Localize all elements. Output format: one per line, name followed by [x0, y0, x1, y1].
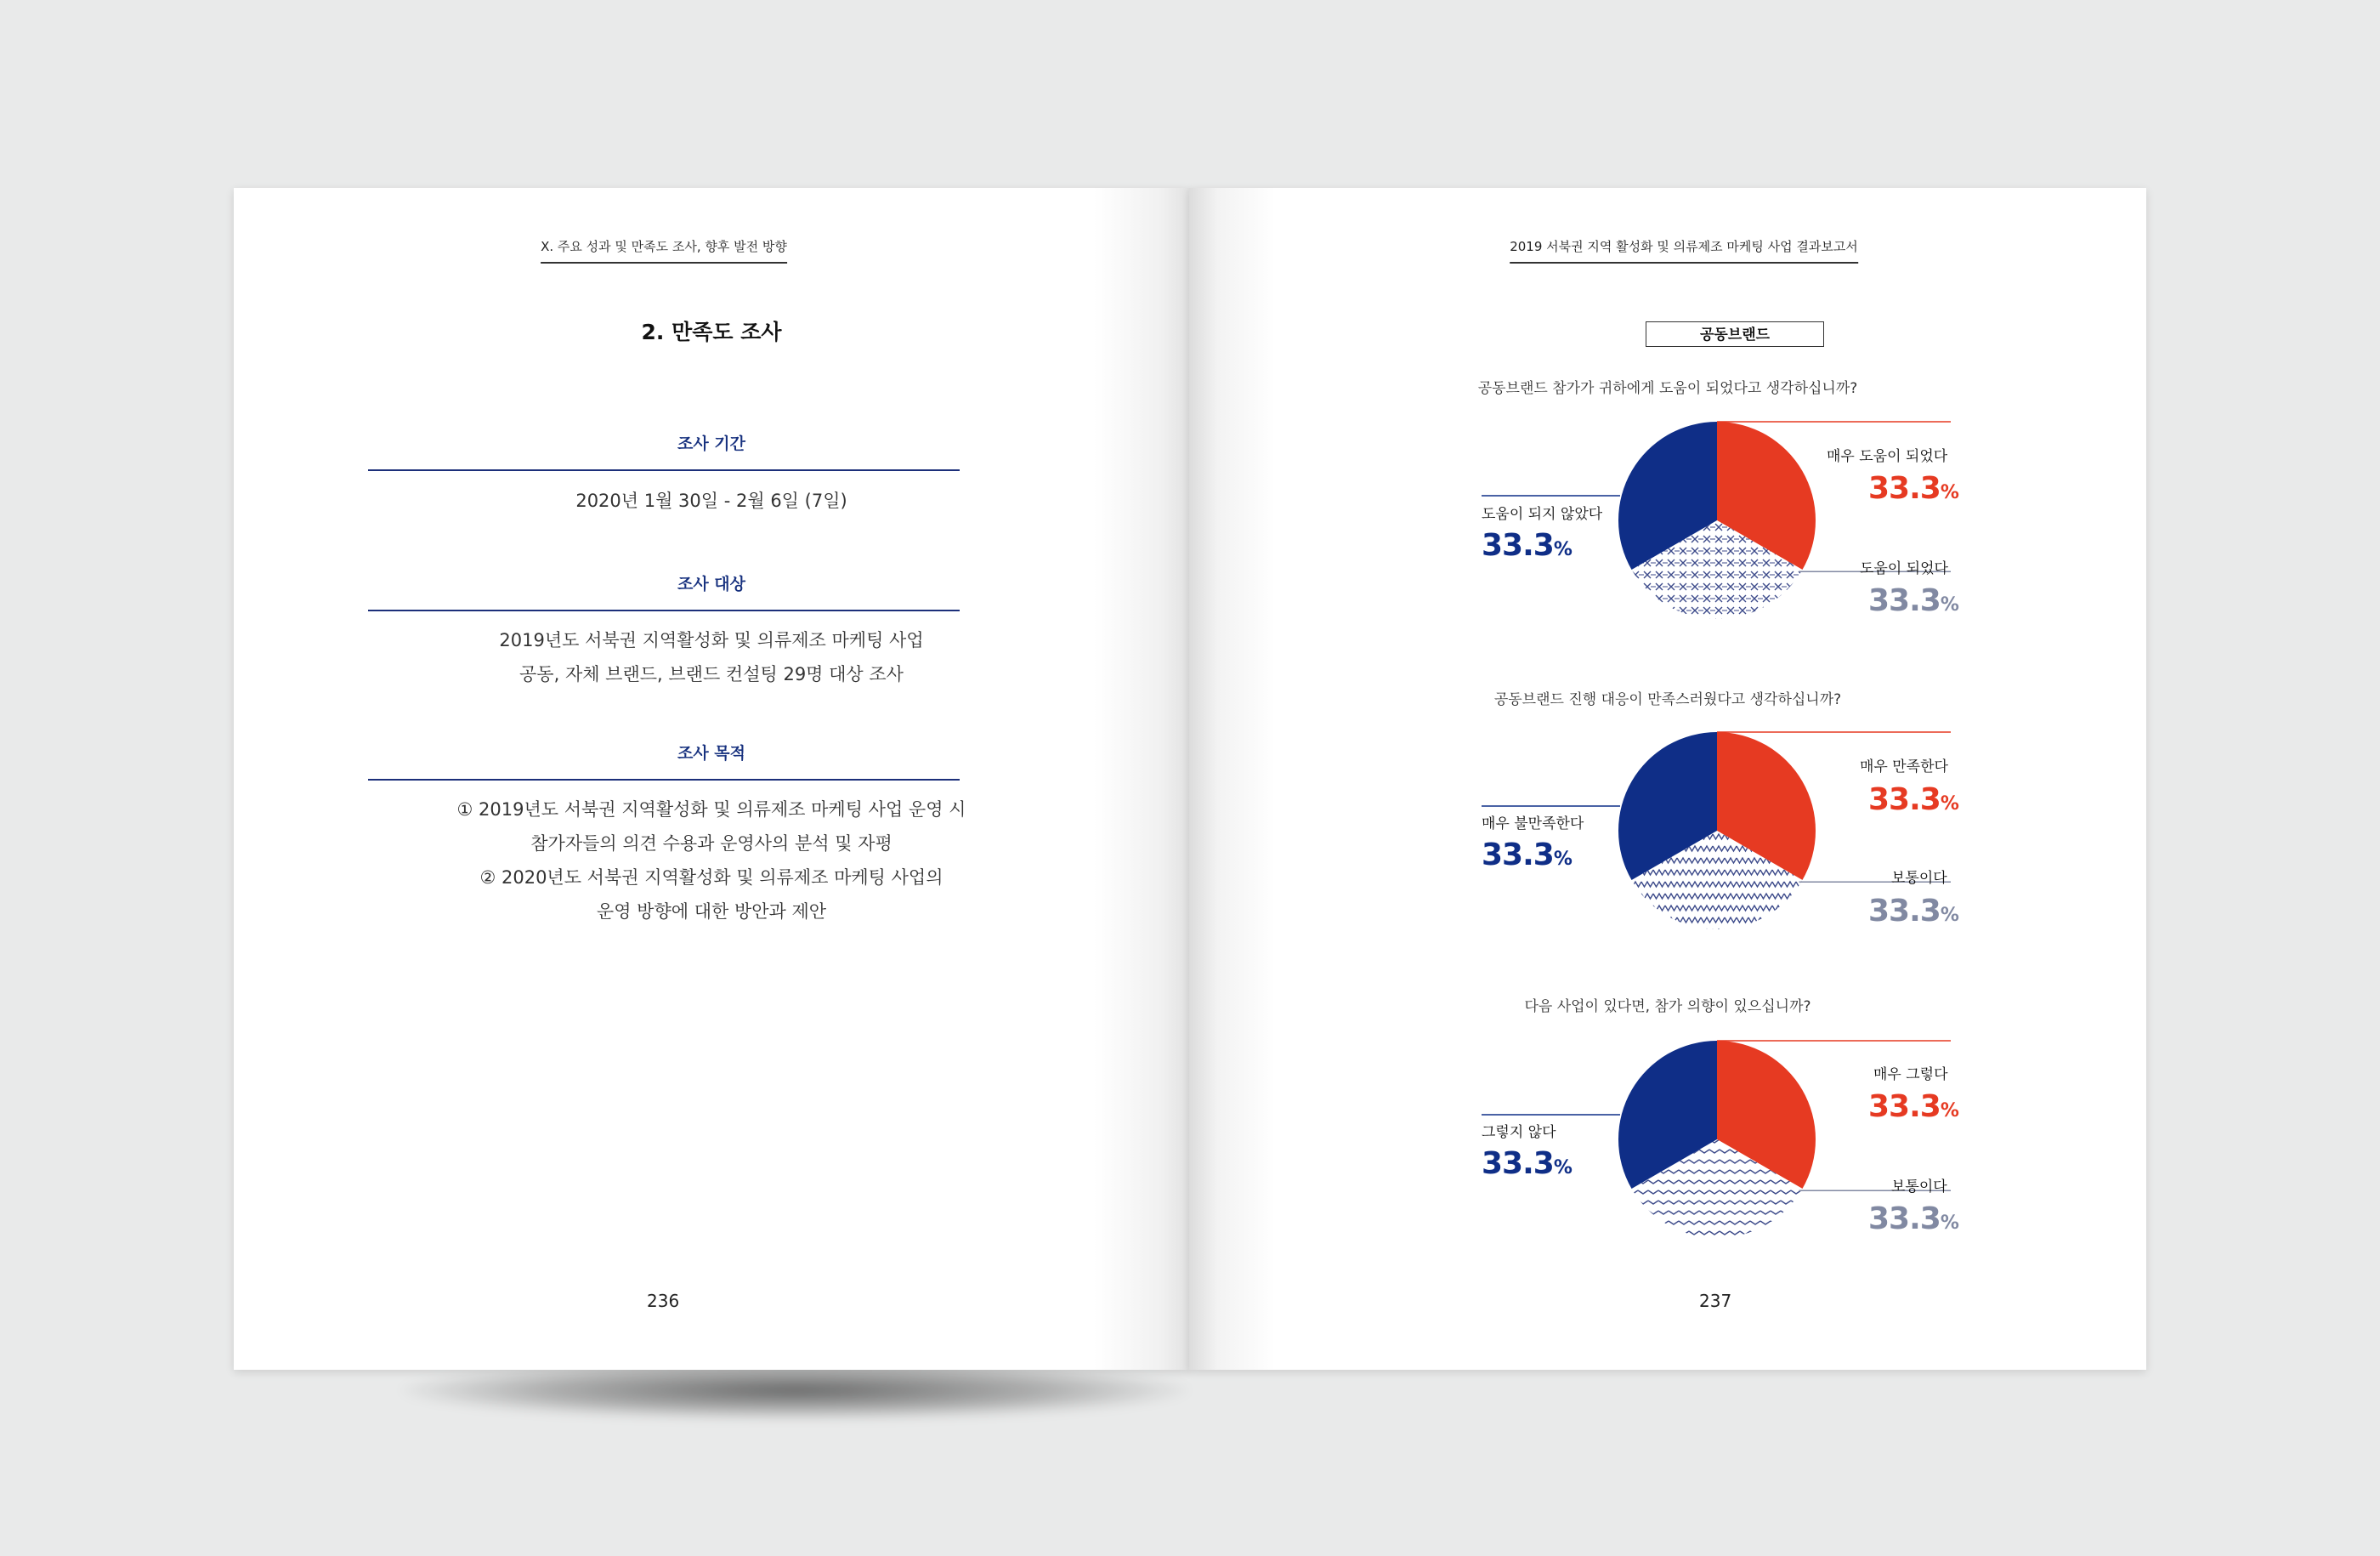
chart1-label-not-helpful: 도움이 되지 않았다	[1482, 506, 1603, 523]
chart3-label-strongly-yes: 매우 그렇다	[1873, 1066, 1948, 1083]
chart3-value-no: 33.3%	[1482, 1146, 1572, 1181]
chart3-question: 다음 사업이 있다면, 참가 의향이 있으십니까?	[1524, 998, 1811, 1015]
survey-purpose-rule	[368, 779, 960, 781]
survey-period-rule	[368, 469, 960, 471]
chart3-label-no: 그렇지 않다	[1482, 1124, 1556, 1141]
left-running-header: X. 주요 성과 및 만족도 조사, 향후 발전 방향	[541, 237, 787, 264]
chart2-question: 공동브랜드 진행 대응이 만족스러웠다고 생각하십니까?	[1493, 691, 1842, 708]
survey-target-label: 조사 대상	[677, 575, 746, 593]
chart1-label-helpful: 도움이 되었다	[1860, 560, 1948, 577]
right-page	[1189, 188, 2146, 1370]
survey-purpose-line-1: ① 2019년도 서북권 지역활성화 및 의류제조 마케팅 사업 운영 시	[456, 799, 966, 820]
survey-purpose-label: 조사 목적	[677, 744, 746, 763]
chart3-value-neutral: 33.3%	[1868, 1201, 1958, 1236]
category-badge: 공동브랜드	[1646, 321, 1824, 347]
survey-target-rule	[368, 610, 960, 611]
chart2-label-very-satisfied: 매우 만족한다	[1860, 758, 1948, 775]
right-running-header: 2019 서북권 지역 활성화 및 의류제조 마케팅 사업 결과보고서	[1510, 237, 1858, 264]
survey-period-label: 조사 기간	[677, 434, 746, 453]
left-page	[234, 188, 1189, 1370]
chart2-value-very-satisfied: 33.3%	[1868, 782, 1958, 817]
right-page-number: 237	[1699, 1291, 1732, 1311]
chart2-label-neutral: 보통이다	[1891, 870, 1947, 887]
chart1-question: 공동브랜드 참가가 귀하에게 도움이 되었다고 생각하십니까?	[1477, 380, 1858, 397]
chart3-value-strongly-yes: 33.3%	[1868, 1089, 1958, 1124]
chart1-value-helpful: 33.3%	[1868, 583, 1958, 618]
left-page-number: 236	[647, 1291, 680, 1311]
chart3-label-neutral: 보통이다	[1891, 1178, 1947, 1195]
chart2-value-very-dissatisfied: 33.3%	[1482, 838, 1572, 872]
survey-period-text: 2020년 1월 30일 - 2월 6일 (7일)	[575, 491, 847, 511]
chart2-label-very-dissatisfied: 매우 불만족한다	[1482, 815, 1584, 832]
section-title: 2. 만족도 조사	[641, 320, 782, 344]
survey-purpose-line-4: 운영 방향에 대한 방안과 제안	[596, 901, 827, 922]
survey-purpose-line-3: ② 2020년도 서북권 지역활성화 및 의류제조 마케팅 사업의	[479, 867, 944, 888]
chart2-value-neutral: 33.3%	[1868, 894, 1958, 928]
survey-purpose-line-2: 참가자들의 의견 수용과 운영사의 분석 및 자평	[530, 833, 892, 854]
chart1-label-very-helpful: 매우 도움이 되었다	[1827, 448, 1948, 465]
chart1-value-not-helpful: 33.3%	[1482, 528, 1572, 563]
survey-target-line-2: 공동, 자체 브랜드, 브랜드 컨설팅 29명 대상 조사	[519, 664, 904, 684]
pie-charts-canvas	[1189, 188, 2146, 1370]
chart1-value-very-helpful: 33.3%	[1868, 471, 1958, 506]
survey-target-line-1: 2019년도 서북권 지역활성화 및 의류제조 마케팅 사업	[499, 630, 924, 650]
